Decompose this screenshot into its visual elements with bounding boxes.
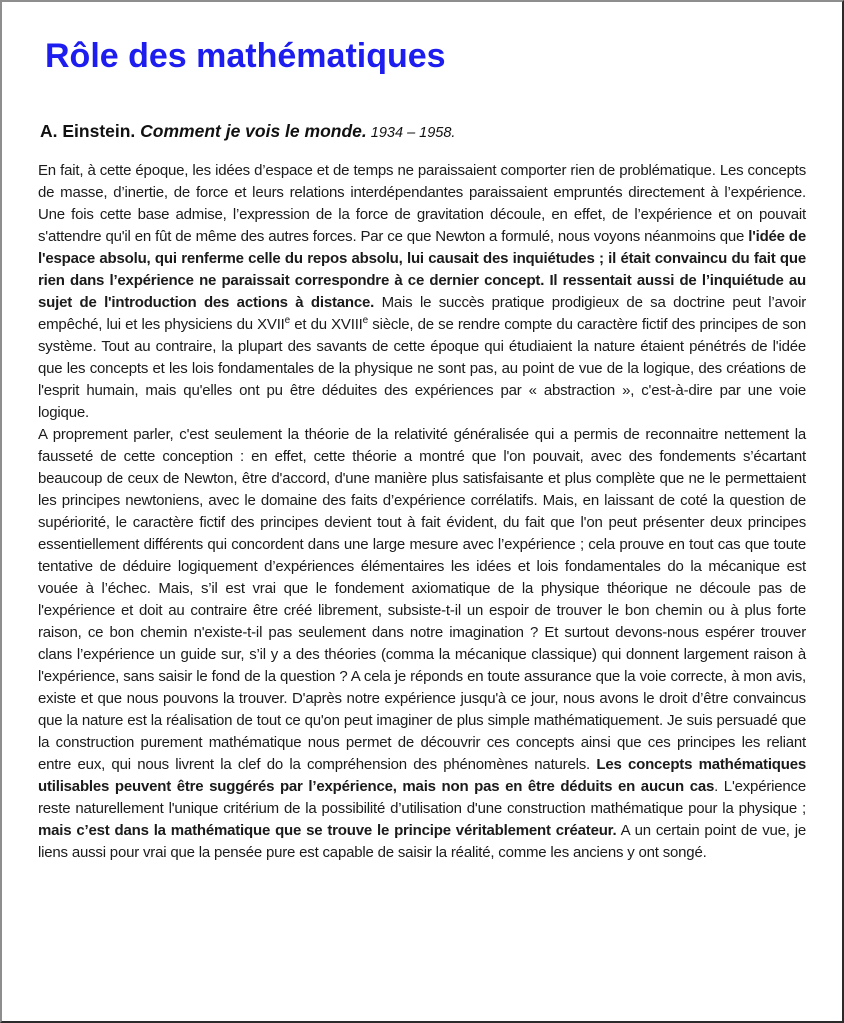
text-segment: l'idée de l'espace absolu, qui renferme celle du repos absolu, lui causait des inquiétudes ; il était convaincu du fait que rien dans l’expérience ne paraissait correspondre à ce dernier concept. Il ressentait aussi de l’inquiétude au sujet de l'introduction des actions à distance. [38, 227, 806, 311]
author-name: A. Einstein. [40, 121, 136, 142]
text-segment: et du XVIII [290, 315, 363, 333]
text-segment: siècle, de se rendre compte du caractère fictif des principes de son système. Tout au contraire, la plupart des savants de cette époque qui étudiaient la nature étaient pénétrés de l'idée que les concepts et les lois fondamentales de la physique ne sont pas, au point de vue de la logique, des créations de l'esprit humain, mais qu'elles ont pu être déduites des expériences par « abstraction », c'est-à-dire par une voie logique. [38, 315, 807, 421]
text-segment: mais c’est dans la mathématique que se trouve le principe véritablement créateur. [38, 821, 617, 839]
text-segment: A proprement parler, c'est seulement la théorie de la relativité généralisée qui a permis de reconnaitre nettement la fausseté de cette conception : en effet, cette théorie a montré que l'on pouvait, avec des fondements s’écartant beaucoup de ceux de Newton, être d'accord, d'une manière plus satisfaisante et plus complète que ne le permettaient les principes newtoniens, avec le domaine des faits d’expérience corrélatifs. Mais, en laissant de coté la question de supériorité, le caractère fictif des principes devient tout à fait évident, du fait que l'on peut présenter deux principes essentiellement différents qui concordent dans une large mesure avec l’expérience ; cela prouve en tout cas que toute tentative de déduire logiquement d’expériences élémentaires les idées et lois fondamentales do la mécanique est vouée à l’échec. Mais, s’il est vrai que le fondement axiomatique de la physique théorique ne découle pas de l'expérience et doit au contraire être créé librement, subsiste-t-il un espoir de trouver le bon chemin ou à plus forte raison, ce bon chemin n'existe-t-il pas seulement dans notre imagination ? Et surtout devons-nous espérer trouver clans l’expérience un guide sur, s’il y a des théories (comma la mécanique classique) qui donnent largement raison à l'expérience, sans saisir le fond de la question ? A cela je réponds en toute assurance que la voie correcte, à mon avis, existe et que nous pouvons la trouver. D'après notre expérience jusqu'à ce jour, nous avons le droit d’être convaincus que la nature est la réalisation de tout ce qu'on peut imaginer de plus simple mathématiquement. Je suis persuadé que la construction purement mathématique nous permet de découvrir ces concepts ainsi que ces principes les reliant entre eux, qui nous livrent la clef do la compréhension des phénomènes naturels. [38, 425, 806, 773]
work-title: Comment je vois le monde. [135, 121, 367, 142]
work-dates: 1934 – 1958. [366, 125, 456, 142]
text-segment: . L'expérience reste naturellement l'unique critérium de la possibilité d’utilisation d'une construction mathématique pour la physique ; [38, 777, 806, 817]
document-body [38, 160, 806, 864]
text-segment: En fait, à cette époque, les idées d’espace et de temps ne paraissaient comporter rien de problématique. Les concepts de masse, d’inertie, de force et leurs relations interdépendantes paraissaient empruntés directement à l’expérience. Une fois cette base admise, l’expression de la force de gravitation découle, en effet, de l’expérience et on pouvait s'attendre qu'il en fût de même des autres forces. Par ce que Newton a formulé, nous voyons néanmoins que [38, 161, 806, 245]
text-segment: Mais le succès pratique prodigieux de sa doctrine peut l’avoir empêché, lui et les physiciens du XVII [38, 293, 806, 333]
page-title: Rôle des mathématiques [45, 37, 446, 75]
paragraph [38, 160, 806, 424]
text-segment: A un certain point de vue, je liens aussi pour vrai que la pensée pure est capable de saisir la réalité, comme les anciens y ont songé. [38, 821, 807, 861]
superscript-ordinal: e [284, 314, 291, 326]
text-segment: Les concepts mathématiques utilisables peuvent être suggérés par l’expérience, mais non pas en être déduits en aucun cas [38, 755, 806, 795]
paragraph [38, 424, 806, 864]
source-heading [40, 121, 806, 142]
superscript-ordinal: e [362, 314, 369, 326]
